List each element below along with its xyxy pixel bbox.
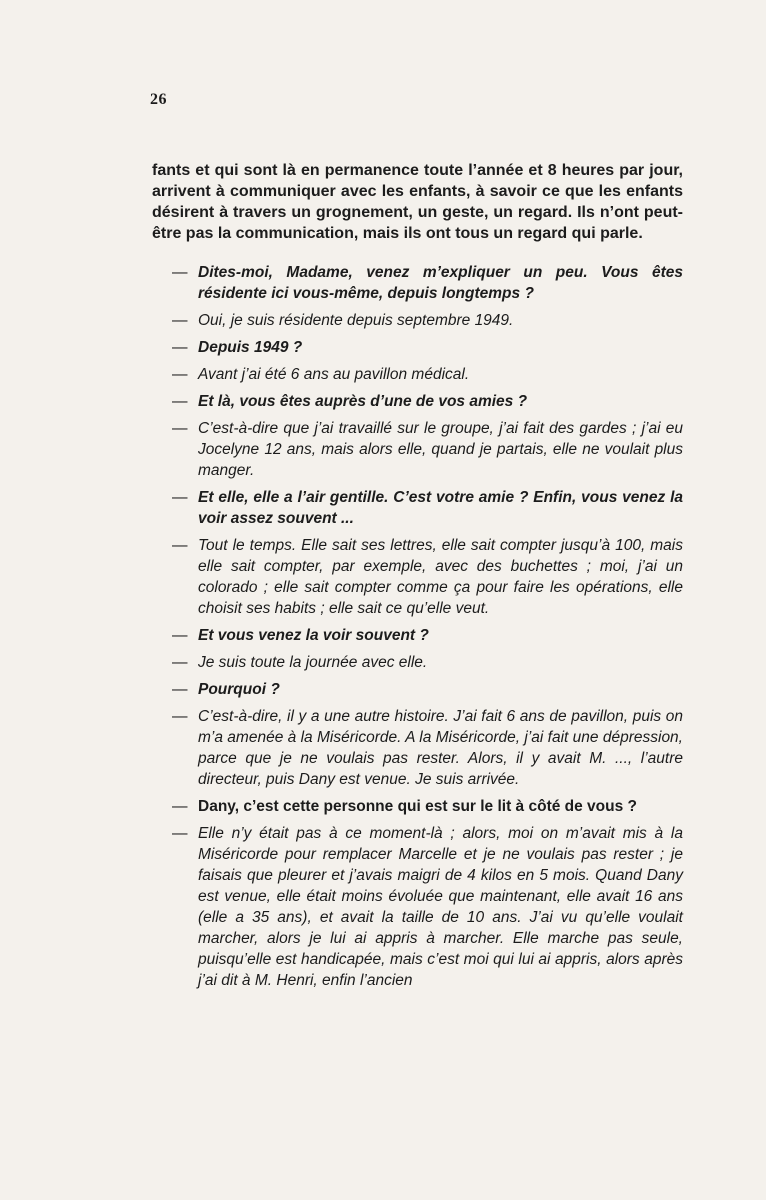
dialogue-dash: —	[172, 489, 188, 506]
dialogue-dash: —	[172, 627, 188, 644]
dialogue-text: Depuis 1949 ?	[198, 339, 303, 356]
dialogue-dash: —	[172, 312, 188, 329]
dialogue-line	[172, 418, 683, 481]
dialogue-dash: —	[172, 825, 188, 842]
dialogue-text: Et vous venez la voir souvent ?	[198, 627, 429, 644]
dialogue-text: Avant j’ai été 6 ans au pavillon médical.	[198, 366, 470, 383]
dialogue-line	[172, 310, 683, 331]
dialogue-line	[172, 391, 683, 412]
page-number: 26	[150, 91, 167, 108]
dialogue-text: Pourquoi ?	[198, 681, 280, 698]
dialogue-text: C’est-à-dire, il y a une autre histoire. J’ai fait 6 ans de pavillon, puis on m’a amenée à la Miséricorde. A la Miséricorde, j’ai fait une dépression, parce que je ne voulais pas rester. Alors, il y avait M. ..., l’autre directeur, puis Dany est venue. Je suis arrivée.	[198, 708, 683, 788]
dialogue-line	[172, 652, 683, 673]
dialogue-dash: —	[172, 366, 188, 383]
dialogue-line	[172, 535, 683, 619]
dialogue-text: C’est-à-dire que j’ai travaillé sur le groupe, j’ai fait des gardes ; j’ai eu Jocelyne 12 ans, mais alors elle, quand je partais, elle ne voulait plus manger.	[198, 420, 683, 479]
intro-paragraph: fants et qui sont là en permanence toute l’année et 8 heures par jour, arrivent à communiquer avec les enfants, à savoir ce que les enfants désirent à travers un grognement, un geste, un regard. Ils n’ont peut-être pas la communication, mais ils ont tous un regard qui parle.	[152, 162, 683, 242]
dialogue-line	[172, 796, 683, 817]
dialogue-dash: —	[172, 681, 188, 698]
dialogue-list	[172, 262, 683, 997]
dialogue-line	[172, 364, 683, 385]
dialogue-text: Elle n’y était pas à ce moment-là ; alors, moi on m’avait mis à la Miséricorde pour remplacer Marcelle et je ne voulais pas rester ; je faisais que pleurer et j’avais maigri de 4 kilos en 5 mois. Quand Dany est venue, elle était moins évoluée que maintenant, elle avait 16 ans (elle a 35 ans), et avait la taille de 10 ans. J’ai vu qu’elle voulait marcher, alors je lui ai appris à marcher. Elle marche pas seule, puisqu’elle est handicapée, mais c’est moi qui lui ai appris, alors après j’ai dit à M. Henri, enfin l’ancien	[198, 825, 683, 989]
dialogue-dash: —	[172, 537, 188, 554]
dialogue-line	[172, 706, 683, 790]
dialogue-dash: —	[172, 420, 188, 437]
dialogue-text: Tout le temps. Elle sait ses lettres, elle sait compter jusqu’à 100, mais elle sait compter, par exemple, avec des buchettes ; moi, j’ai un colorado ; elle sait compter comme ça pour faire les opérations, elle choisit ses habits ; elle sait ce qu’elle veut.	[198, 537, 683, 617]
dialogue-dash: —	[172, 264, 188, 281]
dialogue-dash: —	[172, 798, 188, 815]
dialogue-line	[172, 679, 683, 700]
dialogue-dash: —	[172, 393, 188, 410]
dialogue-text: Et elle, elle a l’air gentille. C’est votre amie ? Enfin, vous venez la voir assez souvent ...	[198, 489, 683, 527]
dialogue-text: Dites-moi, Madame, venez m’expliquer un peu. Vous êtes résidente ici vous-même, depuis longtemps ?	[198, 264, 683, 302]
dialogue-line	[172, 262, 683, 304]
dialogue-dash: —	[172, 339, 188, 356]
dialogue-text: Je suis toute la journée avec elle.	[198, 654, 428, 671]
dialogue-line	[172, 823, 683, 991]
dialogue-text: Oui, je suis résidente depuis septembre 1949.	[198, 312, 514, 329]
dialogue-line	[172, 337, 683, 358]
dialogue-dash: —	[172, 654, 188, 671]
dialogue-dash: —	[172, 708, 188, 725]
dialogue-line	[172, 625, 683, 646]
dialogue-line	[172, 487, 683, 529]
dialogue-text: Et là, vous êtes auprès d’une de vos amies ?	[198, 393, 528, 410]
dialogue-text: Dany, c’est cette personne qui est sur le lit à côté de vous ?	[198, 798, 638, 815]
